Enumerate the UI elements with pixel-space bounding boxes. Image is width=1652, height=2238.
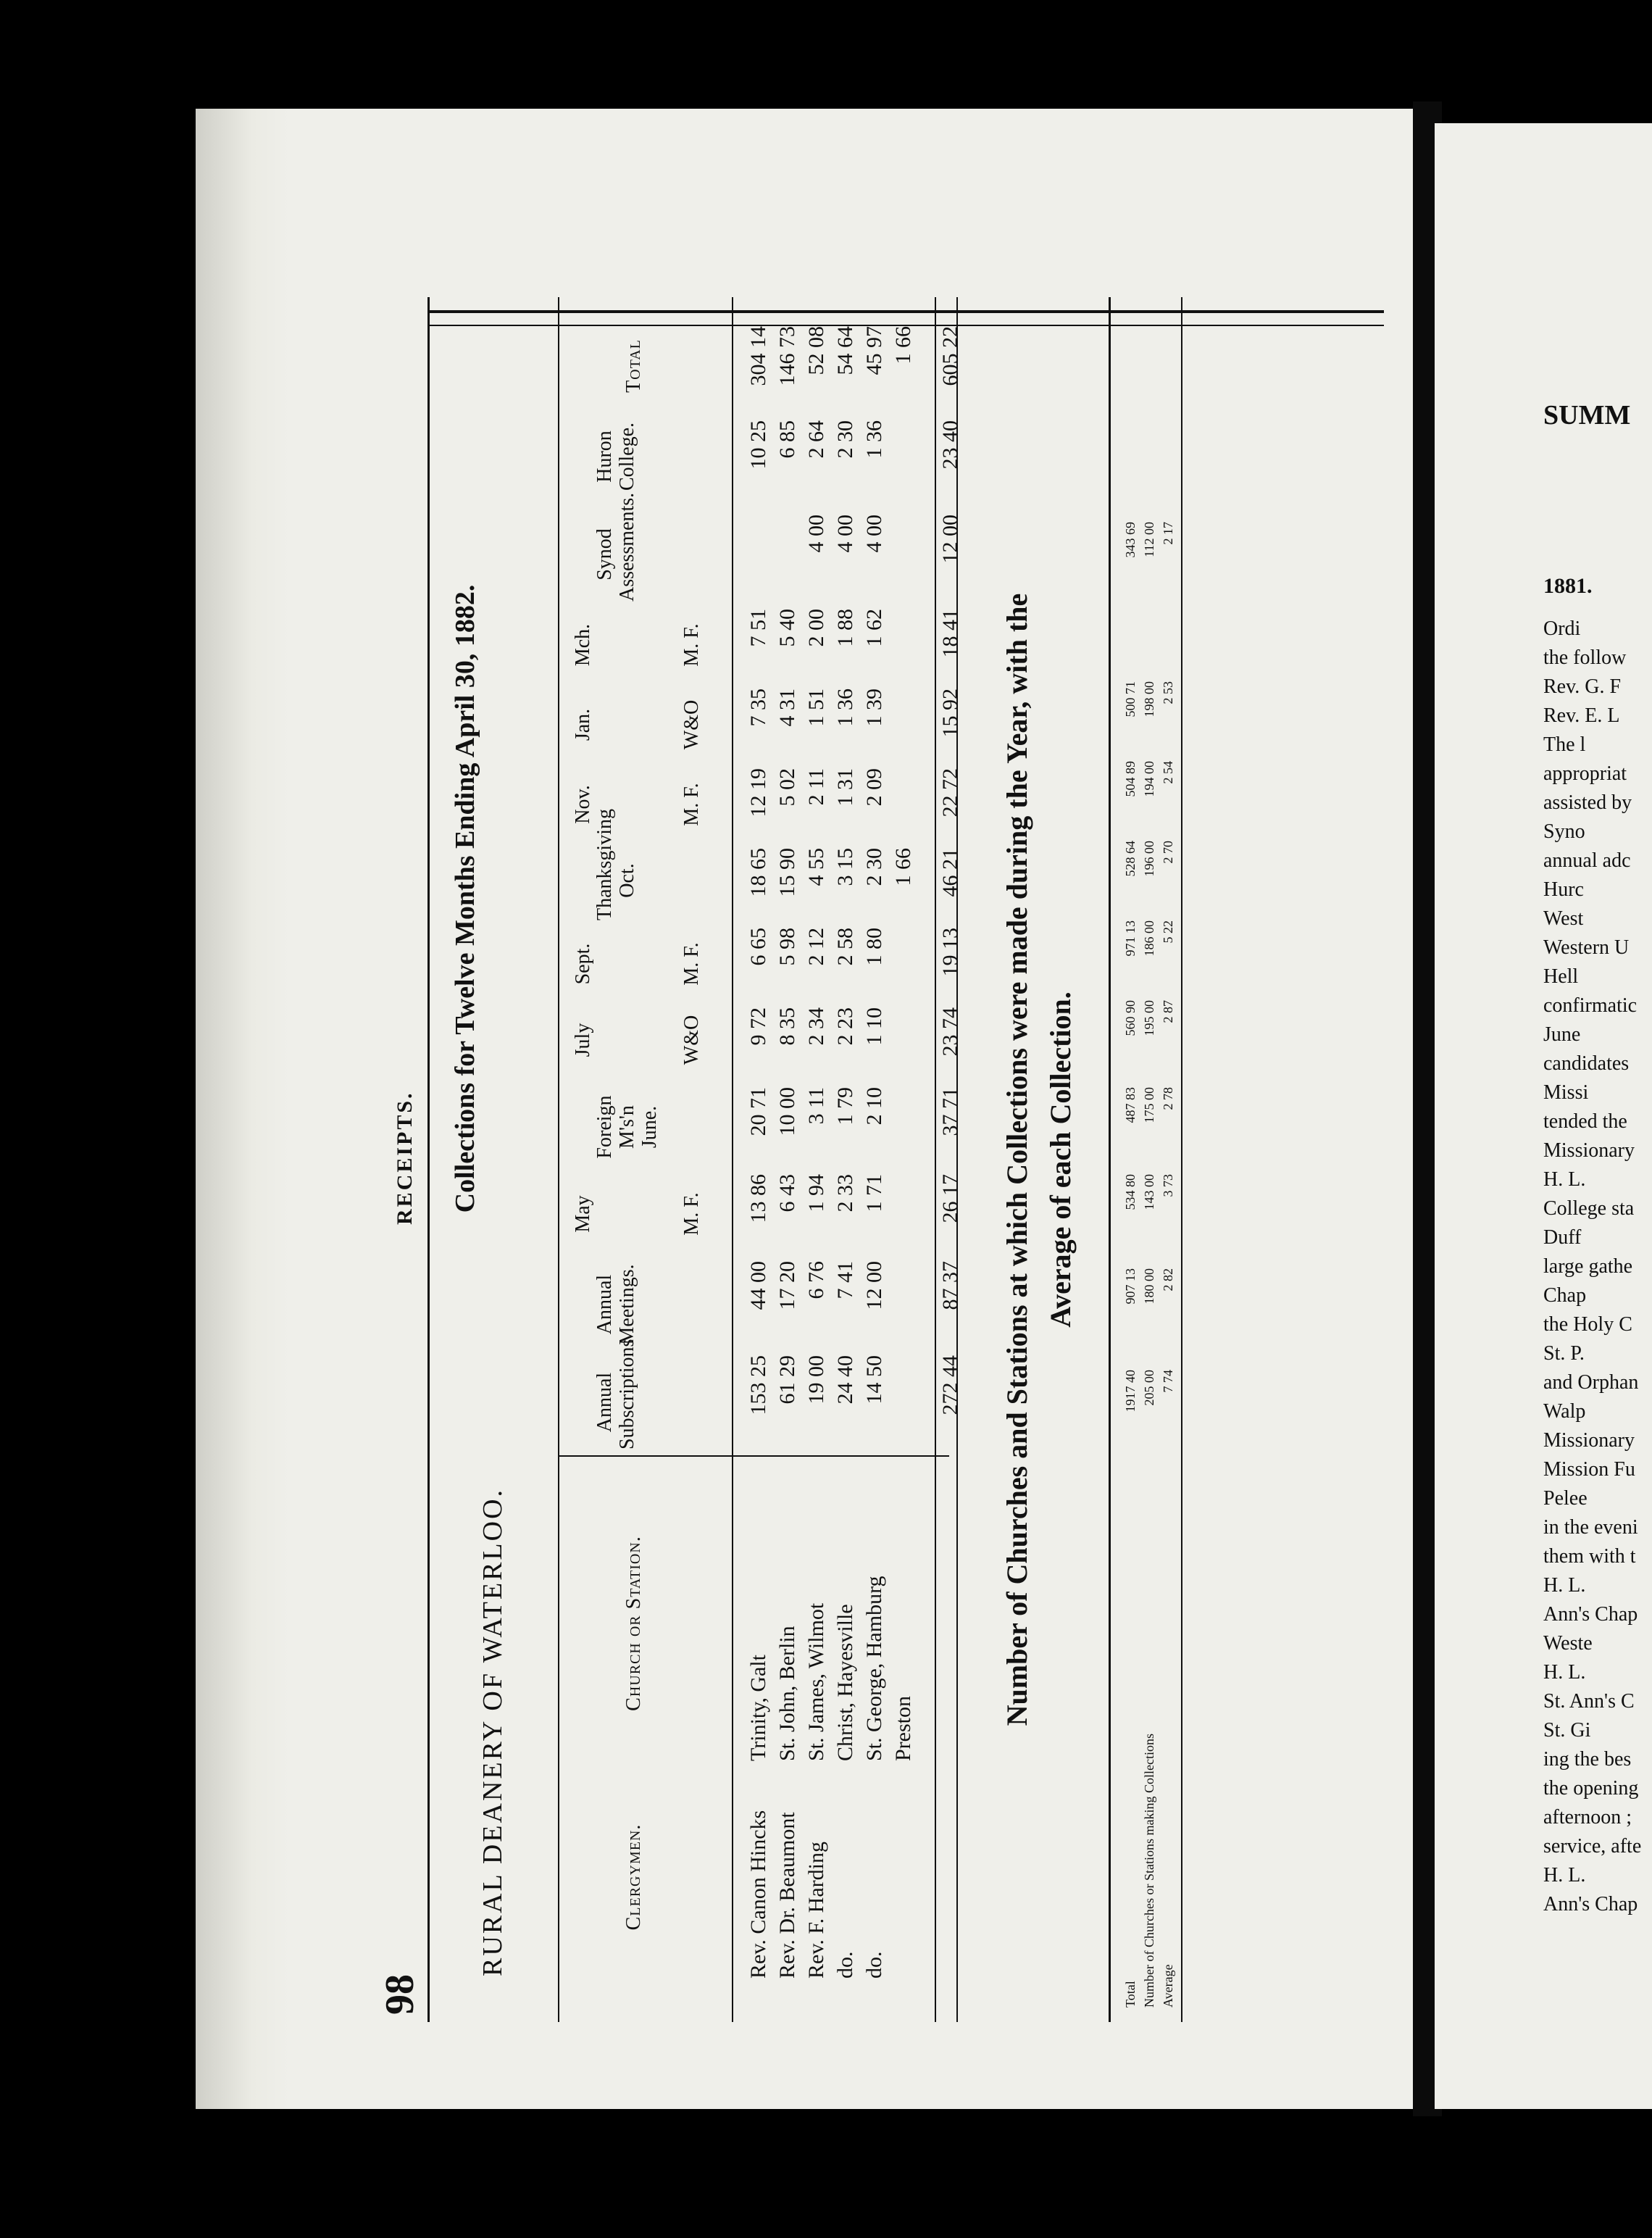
summary-value: 205 00	[1142, 1370, 1156, 1406]
cell-july: 1 10	[862, 1007, 886, 1046]
right-page	[1435, 123, 1652, 2109]
cell-synod: 4 00	[833, 515, 857, 553]
right-text-line: H. L.	[1543, 1864, 1586, 1887]
cell-june: 1 79	[833, 1087, 857, 1126]
cell-church: St. John, Berlin	[775, 1626, 799, 1761]
cell-nov: 5 02	[775, 768, 799, 807]
cell-july: 2 23	[833, 1007, 857, 1046]
total-july: 23 74	[938, 1007, 962, 1057]
total-subs: 272 44	[938, 1355, 962, 1415]
summary-value: 198 00	[1142, 681, 1156, 717]
cell-meet: 44 00	[746, 1261, 770, 1310]
cell-huron: 6 85	[775, 420, 799, 459]
right-text-line: and Orphan	[1543, 1371, 1639, 1394]
summary-value: 3 73	[1161, 1174, 1175, 1197]
right-text-line: Ann's Chap	[1543, 1603, 1638, 1626]
col-jan-sub: W&O	[680, 699, 703, 750]
summary-value: 195 00	[1142, 1000, 1156, 1036]
right-text-line: service, afte	[1543, 1835, 1642, 1858]
cell-sept: 5 98	[775, 928, 799, 966]
right-text-line: Duff	[1543, 1226, 1582, 1249]
col-sept-sub: M. F.	[680, 942, 703, 986]
right-text-line: Syno	[1543, 820, 1585, 843]
summary-value: 196 00	[1142, 841, 1156, 877]
right-text-line: Ann's Chap	[1543, 1893, 1638, 1915]
second-table-title-line1: Number of Churches and Stations at which Collections were made during the Year, with the	[1001, 593, 1033, 1726]
cell-sept: 6 65	[746, 928, 770, 966]
cell-oct: 15 90	[775, 848, 799, 897]
cell-total: 54 64	[833, 326, 857, 375]
total-jan: 15 92	[938, 689, 962, 738]
total-nov: 22 72	[938, 768, 962, 818]
col-may-sub: M. F.	[680, 1192, 703, 1236]
summary-value: 2 87	[1161, 1000, 1175, 1023]
total-sept: 19 13	[938, 928, 962, 977]
right-text-line: June	[1543, 1023, 1581, 1046]
right-text-line: Chap	[1543, 1284, 1587, 1307]
summary-value: 186 00	[1142, 920, 1156, 957]
cell-huron: 2 30	[833, 420, 857, 459]
col-jan: Jan.	[572, 708, 594, 741]
cell-oct: 18 65	[746, 848, 770, 897]
summary-value: 180 00	[1142, 1268, 1156, 1305]
cell-huron: 10 25	[746, 420, 770, 470]
cell-church: Christ, Hayesville	[833, 1604, 857, 1761]
cell-church: Preston	[891, 1696, 915, 1761]
summary-row-total	[1123, 297, 1142, 2022]
right-text-line: annual adc	[1543, 849, 1631, 872]
running-head: RECEIPTS.	[393, 1091, 417, 1225]
right-text-line: Western U	[1543, 936, 1630, 959]
right-text-line: candidates	[1543, 1052, 1630, 1075]
page-number: 98	[377, 1974, 422, 2015]
cell-nov: 2 11	[804, 768, 828, 806]
cell-synod: 4 00	[862, 515, 886, 553]
right-text-line: St. Gi	[1543, 1719, 1591, 1742]
cell-subs: 14 50	[862, 1355, 886, 1405]
col-clergymen: Clergymen.	[622, 1823, 645, 1931]
total-june: 37 71	[938, 1087, 962, 1136]
total-meet: 87 37	[938, 1261, 962, 1310]
cell-nov: 1 31	[833, 768, 857, 807]
summary-value: 2 82	[1161, 1268, 1175, 1291]
cell-total: 304 14	[746, 326, 770, 386]
cell-sept: 2 58	[833, 928, 857, 966]
col-foreign: Foreign M's'n June.	[593, 1095, 661, 1159]
cell-may: 13 86	[746, 1174, 770, 1223]
summary-value: 2 54	[1161, 761, 1175, 784]
total-oct: 46 21	[938, 848, 962, 897]
cell-huron: 2 64	[804, 420, 828, 459]
cell-oct: 3 15	[833, 848, 857, 886]
col-thanksgiving: Thanksgiving Oct.	[593, 809, 638, 920]
cell-huron: 1 36	[862, 420, 886, 459]
cell-total: 52 08	[804, 326, 828, 375]
cell-total: 45 97	[862, 326, 886, 375]
col-mch-sub: M. F.	[680, 623, 703, 667]
table-title: Collections for Twelve Months Ending April 30, 1882.	[450, 584, 480, 1213]
right-text-line: the opening	[1543, 1777, 1639, 1800]
col-nov: Nov.	[572, 785, 594, 824]
cell-may: 6 43	[775, 1174, 799, 1212]
cell-meet: 6 76	[804, 1261, 828, 1299]
right-text-line: in the eveni	[1543, 1516, 1638, 1539]
summary-label: Average	[1161, 1964, 1175, 2008]
right-text-line: The l	[1543, 733, 1586, 756]
cell-total: 146 73	[775, 326, 799, 386]
col-july-sub: W&O	[680, 1015, 703, 1065]
cell-meet: 17 20	[775, 1261, 799, 1310]
right-text-line: College sta	[1543, 1197, 1635, 1220]
cell-clergy: do.	[862, 1951, 886, 1979]
cell-synod: 4 00	[804, 515, 828, 553]
cell-clergy: Rev. Canon Hincks	[746, 1810, 770, 1979]
cell-july: 9 72	[746, 1007, 770, 1046]
summary-value: 2 78	[1161, 1087, 1175, 1110]
col-sept: Sept.	[572, 943, 594, 985]
table-row	[862, 297, 890, 2022]
cell-may: 1 94	[804, 1174, 828, 1212]
summary-value: 907 13	[1123, 1268, 1138, 1305]
col-total: Total	[622, 339, 645, 393]
col-may: May	[572, 1195, 594, 1233]
col-july: July	[572, 1023, 594, 1057]
right-text-line: confirmatic	[1543, 994, 1638, 1017]
cell-jan: 4 31	[775, 689, 799, 727]
cell-clergy: Rev. F. Harding	[804, 1842, 828, 1979]
right-text-line: Rev. E. L	[1543, 704, 1620, 727]
summary-value: 112 00	[1142, 522, 1156, 557]
col-meetings: Annual Meetings.	[593, 1264, 638, 1345]
header-rule-bottom	[732, 297, 733, 2022]
right-text-line: St. P.	[1543, 1342, 1585, 1365]
right-text-line: West	[1543, 907, 1584, 930]
page-header	[377, 297, 430, 2022]
cell-subs: 61 29	[775, 1355, 799, 1405]
cell-sept: 2 12	[804, 928, 828, 966]
cell-mch: 2 00	[804, 609, 828, 647]
right-text-line: afternoon ;	[1543, 1806, 1632, 1829]
summary-value: 343 69	[1123, 522, 1138, 558]
right-text-line: St. Ann's C	[1543, 1690, 1635, 1713]
col-synod: Synod Assessments.	[593, 492, 638, 602]
cell-june: 10 00	[775, 1087, 799, 1136]
summary-value: 175 00	[1142, 1087, 1156, 1123]
deanery-title: RURAL DEANERY OF WATERLOO.	[477, 1487, 508, 1977]
cell-mch: 7 51	[746, 609, 770, 647]
summary-label: Total	[1123, 1981, 1138, 2008]
summary-value: 2 53	[1161, 681, 1175, 704]
summary-value: 1917 40	[1123, 1370, 1138, 1413]
right-text-line: Missionary	[1543, 1429, 1635, 1452]
total-may: 26 17	[938, 1174, 962, 1223]
summary-value: 2 70	[1161, 841, 1175, 864]
cell-subs: 153 25	[746, 1355, 770, 1415]
right-text-line: Rev. G. F	[1543, 675, 1622, 698]
cell-subs: 19 00	[804, 1355, 828, 1405]
cell-jan: 1 36	[833, 689, 857, 727]
summary-value: 528 64	[1123, 841, 1138, 877]
totals-rule	[935, 297, 936, 2022]
summary-value: 487 83	[1123, 1087, 1138, 1123]
second-table-rule-top	[1109, 297, 1111, 2022]
right-text-line: Hell	[1543, 965, 1579, 988]
cell-june: 20 71	[746, 1087, 770, 1136]
totals-row	[938, 297, 966, 2022]
cell-sept: 1 80	[862, 928, 886, 966]
total-mch: 18 41	[938, 609, 962, 658]
page-gutter-shadow	[196, 109, 290, 2109]
right-text-line: the follow	[1543, 646, 1627, 669]
summary-value: 143 00	[1142, 1174, 1156, 1210]
cell-meet: 12 00	[862, 1261, 886, 1310]
table-row	[746, 297, 774, 2022]
second-table-rule-bottom	[1181, 297, 1182, 2022]
summary-value: 971 13	[1123, 920, 1138, 957]
summary-value: 500 71	[1123, 681, 1138, 717]
total-synod: 12 00	[938, 515, 962, 564]
table-row	[833, 297, 861, 2022]
cell-jan: 7 35	[746, 689, 770, 727]
summary-row-number	[1142, 297, 1161, 2022]
cell-mch: 1 88	[833, 609, 857, 647]
cell-oct: 4 55	[804, 848, 828, 886]
cell-nov: 2 09	[862, 768, 886, 807]
right-text-line: Hurc	[1543, 878, 1584, 901]
right-text-line: H. L.	[1543, 1661, 1586, 1684]
right-text-line: them with t	[1543, 1545, 1636, 1568]
summary-row-average	[1161, 297, 1180, 2022]
right-year: 1881.	[1543, 574, 1593, 598]
cell-oct: 2 30	[862, 848, 886, 886]
cell-church: St. James, Wilmot	[804, 1602, 828, 1761]
right-text-line: assisted by	[1543, 791, 1632, 814]
cell-church: Trinity, Galt	[746, 1655, 770, 1761]
col-church: Church or Station.	[622, 1536, 645, 1711]
table-row	[804, 297, 832, 2022]
cell-nov: 12 19	[746, 768, 770, 818]
summary-value: 534 80	[1123, 1174, 1138, 1210]
right-text-line: Pelee	[1543, 1487, 1588, 1510]
cell-subs: 24 40	[833, 1355, 857, 1405]
table-row	[775, 297, 803, 2022]
col-huron: Huron College.	[593, 422, 638, 491]
cell-total: 1 66	[891, 326, 915, 365]
cell-oct: 1 66	[891, 848, 915, 886]
table-row	[891, 297, 919, 2022]
col-subscriptions: Annual Subscriptions	[593, 1339, 638, 1449]
summary-value: 504 89	[1123, 761, 1138, 797]
cell-may: 1 71	[862, 1174, 886, 1212]
right-text-line: the Holy C	[1543, 1313, 1632, 1336]
summary-value: 560 90	[1123, 1000, 1138, 1036]
col-nov-sub: M. F.	[680, 783, 703, 826]
right-text-line: tended the	[1543, 1110, 1627, 1133]
summary-value: 5 22	[1161, 920, 1175, 944]
cell-june: 2 10	[862, 1087, 886, 1126]
right-text-line: Walp	[1543, 1400, 1586, 1423]
summary-value: 2 17	[1161, 522, 1175, 545]
right-heading: SUMM	[1543, 400, 1631, 430]
right-text-line: ing the bes	[1543, 1748, 1632, 1771]
summary-value: 194 00	[1142, 761, 1156, 797]
total-huron: 23 40	[938, 420, 962, 470]
right-text-line: H. L.	[1543, 1168, 1586, 1191]
right-text-line: Ordi	[1543, 617, 1581, 640]
col-mch: Mch.	[572, 623, 594, 667]
rotated-page-content	[377, 297, 1384, 2022]
cell-clergy: do.	[833, 1951, 857, 1979]
cell-mch: 1 62	[862, 609, 886, 647]
right-text-line: Weste	[1543, 1632, 1593, 1655]
cell-meet: 7 41	[833, 1261, 857, 1299]
right-text-line: Missi	[1543, 1081, 1589, 1104]
right-text-line: Mission Fu	[1543, 1458, 1635, 1481]
right-text-line: large gathe	[1543, 1255, 1633, 1278]
summary-label: Number of Churches or Stations making Collections	[1142, 1734, 1156, 2008]
right-text-line: H. L.	[1543, 1574, 1586, 1597]
right-text-line: appropriat	[1543, 762, 1627, 785]
cell-church: St. George, Hamburg	[862, 1576, 886, 1761]
cell-july: 8 35	[775, 1007, 799, 1046]
header-rule-top	[558, 297, 559, 2022]
cell-jan: 1 51	[804, 689, 828, 727]
summary-value: 7 74	[1161, 1370, 1175, 1393]
cell-may: 2 33	[833, 1174, 857, 1212]
total-total: 605 22	[938, 326, 962, 386]
cell-july: 2 34	[804, 1007, 828, 1046]
cell-clergy: Rev. Dr. Beaumont	[775, 1812, 799, 1979]
right-text-line: Missionary	[1543, 1139, 1635, 1162]
cell-june: 3 11	[804, 1087, 828, 1125]
cell-mch: 5 40	[775, 609, 799, 647]
second-table-title-line2: Average of each Collection.	[1044, 991, 1077, 1328]
cell-jan: 1 39	[862, 689, 886, 727]
